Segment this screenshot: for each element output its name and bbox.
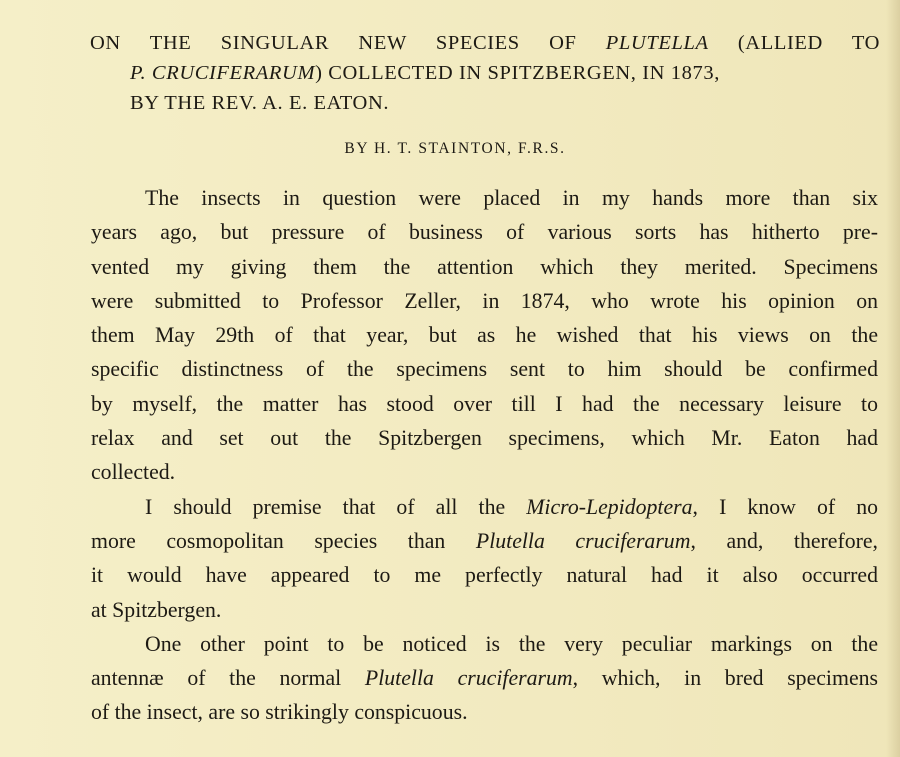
body-text: more cosmopolitan species than bbox=[91, 528, 476, 553]
title-text: (ALLIED TO bbox=[708, 32, 880, 54]
body-line bbox=[91, 524, 878, 558]
author-byline: BY H. T. STAINTON, F.R.S. bbox=[344, 140, 566, 157]
body-line: relax and set out the Spitzbergen specimens, which Mr. Eaton had bbox=[91, 426, 878, 451]
body-italic: Plutella cruciferarum bbox=[364, 666, 573, 691]
body-text: , which, in bred specimens bbox=[572, 666, 878, 691]
body-line bbox=[91, 490, 878, 524]
title-genus: PLUTELLA bbox=[605, 32, 709, 54]
body-line: of the insect, are so strikingly conspicuous. bbox=[91, 700, 468, 725]
article-title bbox=[90, 28, 880, 118]
body-text: , and, therefore, bbox=[690, 528, 879, 553]
title-line-2 bbox=[90, 58, 880, 88]
title-text: ) COLLECTED IN SPITZBERGEN, IN 1873, bbox=[315, 62, 720, 84]
body-line: were submitted to Professor Zeller, in 1874, who wrote his opinion on bbox=[91, 288, 878, 313]
body-text: , I know of no bbox=[692, 494, 878, 519]
title-text: ON THE SINGULAR NEW SPECIES OF bbox=[90, 32, 606, 54]
body-italic: Plutella cruciferarum bbox=[475, 528, 691, 553]
body-line: The insects in question were placed in my hands more than six bbox=[145, 186, 878, 210]
title-line-3: BY THE REV. A. E. EATON. bbox=[130, 92, 390, 114]
body-line: collected. bbox=[91, 460, 176, 485]
body-line: specific distinctness of the specimens sent to him should be confirmed bbox=[91, 357, 878, 382]
body-text: I should premise that of all the bbox=[145, 494, 527, 519]
title-species: P. CRUCIFERARUM bbox=[130, 62, 316, 84]
body-line: by myself, the matter has stood over till I had the necessary leisure to bbox=[91, 391, 878, 416]
title-line-1 bbox=[90, 28, 880, 58]
article-body bbox=[91, 181, 878, 730]
body-line: One other point to be noticed is the very peculiar markings on the bbox=[145, 631, 878, 656]
body-line bbox=[91, 661, 878, 695]
body-line: them May 29th of that year, but as he wished that his views on the bbox=[91, 323, 878, 348]
body-line: years ago, but pressure of business of various sorts has hitherto pre- bbox=[91, 220, 878, 245]
page-edge-shadow bbox=[886, 0, 900, 757]
body-line: at Spitzbergen. bbox=[91, 597, 222, 622]
body-line: it would have appeared to me perfectly natural had it also occurred bbox=[91, 563, 878, 588]
body-line: vented my giving them the attention which they merited. Specimens bbox=[91, 254, 878, 279]
body-text: antennæ of the normal bbox=[91, 666, 365, 691]
body-italic: Micro-Lepidoptera bbox=[526, 494, 693, 519]
